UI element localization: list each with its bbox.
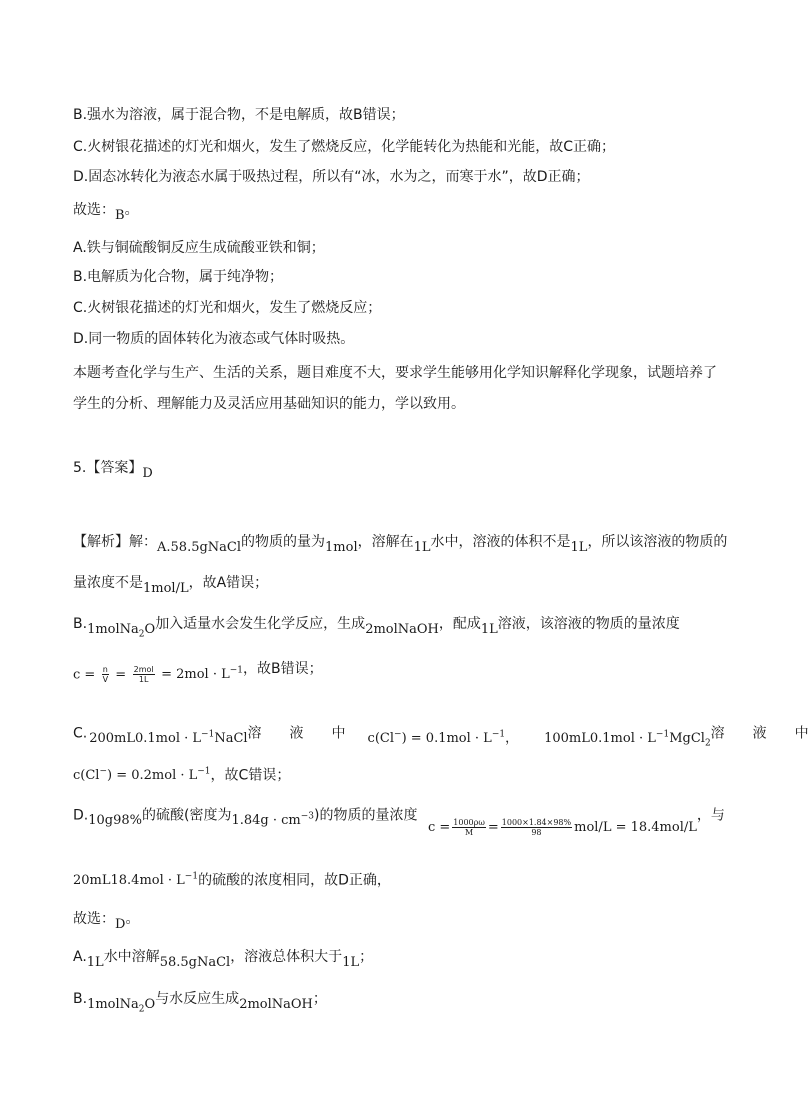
q5-analysis-a-line-2: 量浓度不是1mol/L，故A错误； (73, 575, 269, 596)
q4-summary-line-2: 学生的分析、理解能力及灵活应用基础知识的能力，学以致用。 (73, 396, 465, 412)
q4-choice-answer: B (115, 208, 125, 223)
fraction-n-over-v: $\frac{n}{V}$ (102, 664, 109, 684)
q4-point-c: C.火树银花描述的灯光和烟火，发生了燃烧反应； (73, 300, 382, 316)
q4-option-b-analysis: B.强水为溶液，属于混合物，不是电解质，故B错误； (73, 107, 405, 123)
q5-analysis-a-line-1: 【解析】解：A.58.5gNaCl的物质的量为1mol，溶解在1L水中，溶液的体积不是1L，所以该溶液的物质的 (73, 534, 728, 555)
q5-analysis-b-formula: c = $\frac{n}{V}$ = $\frac{\text{2mol}}{1L}$ = $2mol \cdot L^{-1}$，故B错误； (73, 661, 323, 684)
q4-option-c-analysis: C.火树银花描述的灯光和烟火，发生了燃烧反应，化学能转化为热能和光能，故C正确； (73, 139, 615, 155)
q5-analysis-c-line-1: C. $200mL0.1mol \cdot L^{-1}NaCl$溶 液 中 $c(Cl^-) = 0.1mol \cdot L^{-1}$， $100mL0.1mol \cdot L^{-1}MgCl_2$溶 液 中 (73, 725, 809, 749)
q5-analysis-b-line-1: B.1molNa$_2$O加入适量水会发生化学反应，生成2molNaOH，配成1L溶液，该溶液的物质的量浓度 (73, 616, 680, 640)
q5-choice: 故选：D。 (73, 911, 140, 932)
q5-answer-value: D (142, 466, 153, 481)
q4-choice: 故选：B。 (73, 202, 139, 223)
q5-point-a: A.1L水中溶解58.5gNaCl，溶液总体积大于1L； (73, 949, 374, 970)
q5-analysis-d-line-2: $20mL18.4mol \cdot L^{-1}$的硫酸的浓度相同，故D正确， (73, 872, 391, 889)
q5-answer-label: 5.【答案】 (73, 460, 143, 476)
q5-analysis-d-formula: c = $\frac{1000\rho\omega}{M}$ = $\frac{1000\times 1.84\times 98\%}{98}$ mol/L = 18.4mol/L (427, 818, 697, 838)
q5-analysis-c-line-2: $c(Cl^-) = 0.2mol \cdot L^{-1}$，故C错误； (73, 767, 291, 784)
q5-point-b: B.1molNa$_2$O与水反应生成2molNaOH； (73, 991, 327, 1015)
q4-option-d-analysis: D.固态冰转化为液态水属于吸热过程，所以有“冰，水为之，而寒于水”，故D正确； (73, 169, 590, 185)
q5-choice-answer: D (115, 917, 126, 932)
q4-point-d: D.同一物质的固体转化为液态或气体时吸热。 (73, 331, 355, 347)
fraction-2mol-over-1l: $\frac{\text{2mol}}{1L}$ (133, 664, 154, 684)
q5-answer (73, 459, 153, 481)
q5-analysis-d-line-1: D.10g98%的硫酸(密度为$1.84g \cdot cm^{-3}$)的物质的量浓度 c = $\frac{1000\rho\omega}{M}$ = $\frac{1000\times 1.84\times 98\%}{98}$ mol/L = 18.4mol/L，与 (73, 807, 725, 838)
q4-point-b: B.电解质为化合物，属于纯净物； (73, 269, 284, 285)
q4-summary-line-1: 本题考查化学与生产、生活的关系，题目难度不大，要求学生能够用化学知识解释化学现象，试题培养了 (73, 365, 717, 381)
q4-point-a: A.铁与铜硫酸铜反应生成硫酸亚铁和铜； (73, 240, 325, 256)
